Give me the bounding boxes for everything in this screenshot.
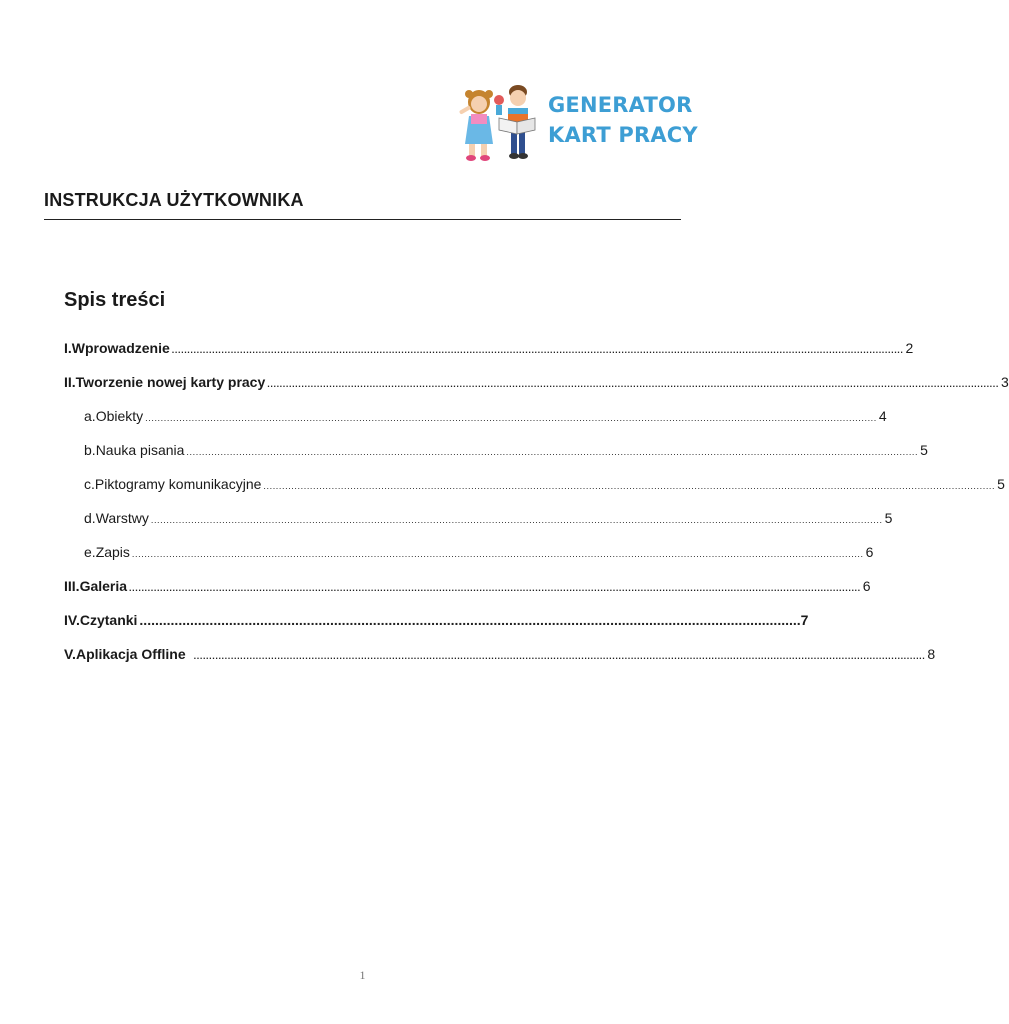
toc-entry-number: II.: [64, 374, 76, 390]
toc-entry-page: 5: [997, 476, 1005, 492]
toc-entry-page: 2: [905, 340, 914, 356]
toc-entry-page: 4: [878, 408, 887, 424]
toc-dot-leader: ............................................................................................................................................................................................................................................: [186, 447, 919, 457]
toc-dot-leader: ............................................................................................................................................................................................................................................: [131, 549, 864, 559]
logo-text: [548, 90, 698, 150]
toc-entry-page: 3: [1000, 374, 1009, 390]
toc-heading: Spis treści: [64, 289, 166, 311]
toc-dot-leader: ..........................................................................................................................................................................: [139, 612, 801, 628]
toc-entry-number: IV.: [64, 612, 80, 628]
page-number: 1: [359, 968, 366, 982]
toc-entry-number: a.: [84, 408, 96, 424]
toc-entry-number: III.: [64, 578, 80, 594]
toc-entry-label: Aplikacja Offline: [75, 646, 186, 662]
toc-entry-label: Obiekty: [95, 408, 144, 424]
toc-dot-leader: ............................................................................................................................................................................................................................................: [267, 379, 999, 389]
toc-entry-label: Tworzenie nowej karty pracy: [75, 374, 266, 390]
children-reading-illustration-icon: [455, 78, 543, 166]
toc-entry-piktogramy[interactable]: [84, 476, 1005, 492]
toc-entry-galeria[interactable]: [64, 578, 871, 594]
toc-dot-leader: ............................................................................................................................................................................................................................................: [145, 413, 877, 423]
toc-dot-leader: ............................................................................................................................................................................................................................................: [129, 583, 861, 593]
title-divider: [44, 219, 681, 220]
toc-entry-page: 8: [927, 646, 936, 662]
logo-line-1: GENERATOR: [548, 93, 693, 117]
toc-entry-obiekty[interactable]: [84, 408, 887, 424]
toc-entry-number: e.: [84, 544, 96, 560]
toc-dot-leader: ............................................................................................................................................................................................................................................: [193, 651, 926, 661]
toc-entry-label: Zapis: [95, 544, 130, 560]
toc-entry-label: Nauka pisania: [95, 442, 185, 458]
logo: [455, 78, 698, 166]
toc-entry-page: 6: [865, 544, 874, 560]
toc-entry-page: 5: [884, 510, 893, 526]
toc-dot-leader: ............................................................................................................................................................................................................................................: [263, 481, 996, 491]
toc-entry-label: Czytanki: [79, 612, 138, 628]
toc-entry-warstwy[interactable]: [84, 510, 893, 526]
toc-entry-number: V.: [64, 646, 76, 662]
toc-entry-number: b.: [84, 442, 96, 458]
document-title: INSTRUKCJA UŻYTKOWNIKA: [44, 190, 304, 210]
toc-entry-label: Piktogramy komunikacyjne: [94, 476, 262, 492]
toc-dot-leader: ............................................................................................................................................................................................................................................: [171, 345, 904, 355]
logo-line-2: KART PRACY: [548, 123, 698, 147]
toc-entry-czytanki[interactable]: [64, 612, 809, 628]
toc-entry-label: Galeria: [79, 578, 128, 594]
toc-entry-label: Warstwy: [95, 510, 149, 526]
toc-entry-tworzenie[interactable]: [64, 374, 1009, 390]
toc-dot-leader: ............................................................................................................................................................................................................................................: [150, 515, 883, 525]
toc-entry-page: 7: [800, 612, 809, 628]
toc-entry-zapis[interactable]: [84, 544, 874, 560]
toc-entry-wprowadzenie[interactable]: [64, 340, 914, 356]
toc-entry-nauka-pisania[interactable]: [84, 442, 928, 458]
toc-entry-label: Wprowadzenie: [71, 340, 170, 356]
toc-entry-page: 5: [920, 442, 928, 458]
toc-entry-number: I.: [64, 340, 72, 356]
toc-entry-number: c.: [84, 476, 95, 492]
toc-entry-number: d.: [84, 510, 96, 526]
toc-entry-aplikacja-offline[interactable]: [64, 646, 936, 662]
toc-entry-page: 6: [862, 578, 871, 594]
